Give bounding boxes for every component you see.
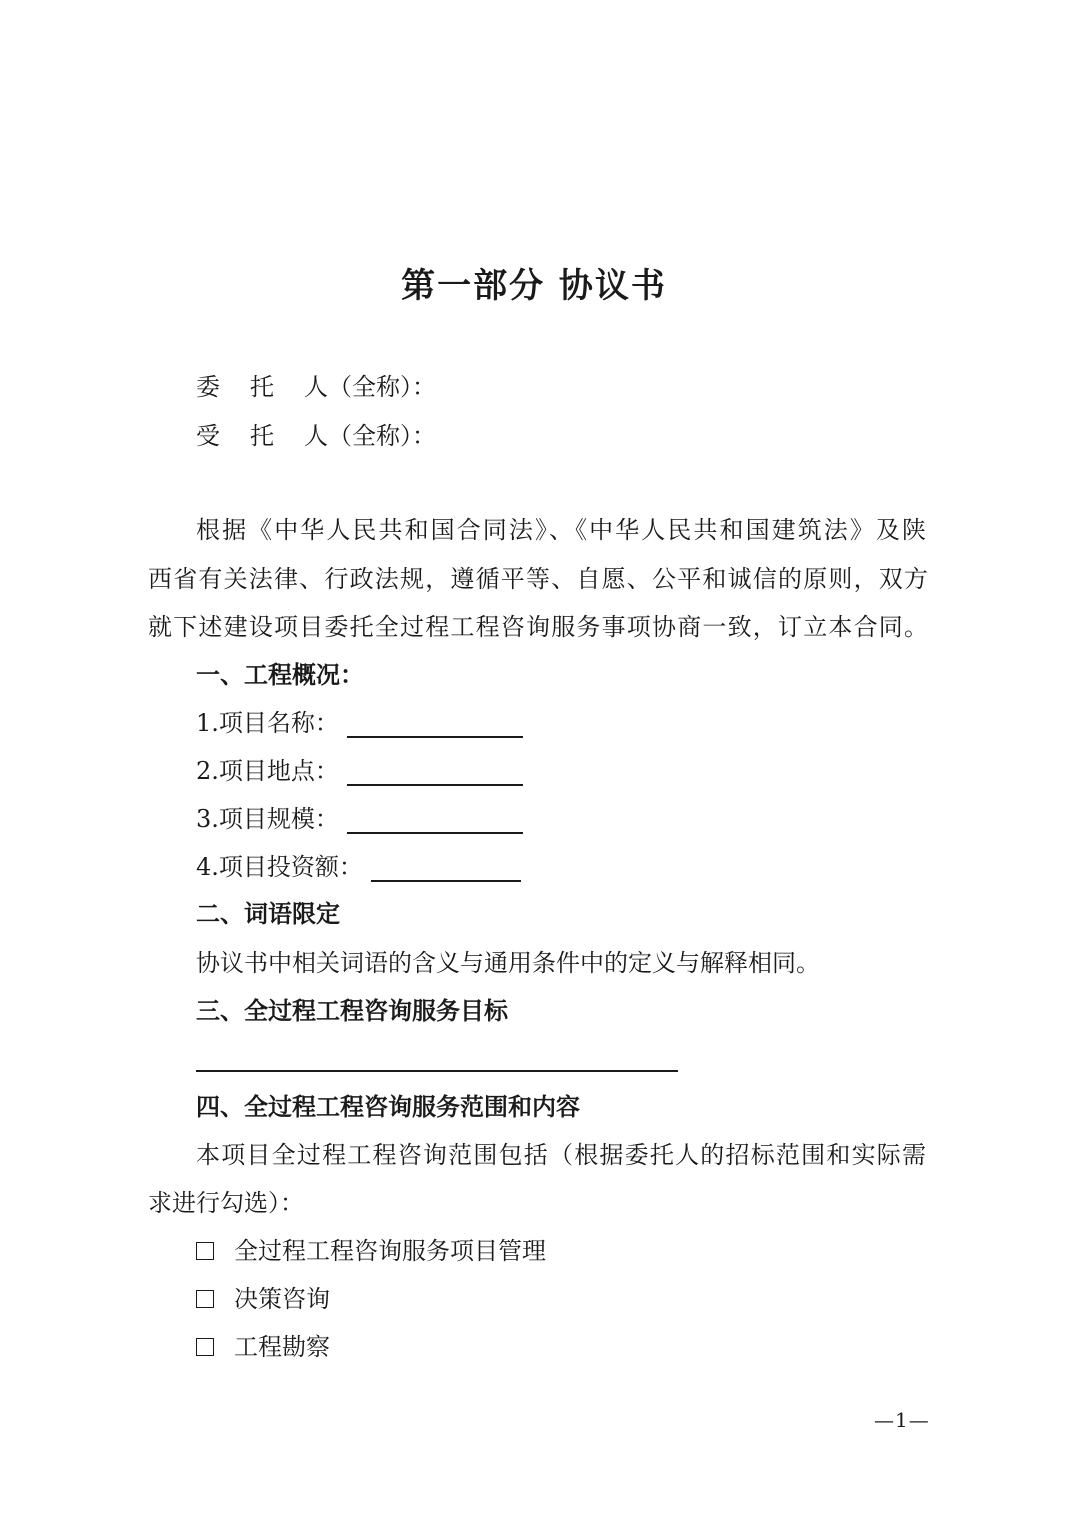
section-3-heading: 三、全过程工程咨询服务目标	[196, 997, 508, 1025]
project-location-row	[196, 756, 523, 786]
entrusting-party-label: 委托人	[196, 373, 358, 401]
option-decision-consulting[interactable]	[196, 1284, 330, 1314]
project-name-row	[196, 708, 523, 738]
intro-line-2: 西省有关法律、行政法规，遵循平等、自愿、公平和诚信的原则，双方	[148, 565, 928, 593]
section-4-intro-line-1: 本项目全过程工程咨询范围包括（根据委托人的招标范围和实际需	[196, 1141, 926, 1169]
project-location-blank	[347, 762, 523, 786]
section-4-intro-line-2: 求进行勾选）：	[148, 1189, 304, 1217]
entrusted-party-label: 受托人	[196, 422, 358, 450]
service-goal-blank	[196, 1070, 678, 1072]
section-4-heading: 四、全过程工程咨询服务范围和内容	[196, 1093, 580, 1121]
entrusting-party-line	[196, 372, 436, 402]
project-scale-blank	[347, 810, 523, 834]
section-2-heading: 二、词语限定	[196, 900, 340, 928]
section-1-heading: 一、工程概况：	[196, 661, 364, 689]
option-label: 工程勘察	[234, 1333, 330, 1361]
option-engineering-survey[interactable]	[196, 1332, 330, 1362]
page-number: —1—	[874, 1408, 930, 1432]
project-investment-row	[196, 852, 521, 882]
entrusted-party-suffix: （全称）：	[328, 422, 436, 450]
entrusting-party-suffix: （全称）：	[328, 373, 436, 401]
intro-line-1: 根据《中华人民共和国合同法》、《中华人民共和国建筑法》及陕	[196, 516, 926, 544]
checkbox-icon[interactable]	[196, 1290, 214, 1308]
entrusted-party-line	[196, 421, 436, 451]
page-title: 第一部分 协议书	[401, 266, 667, 306]
checkbox-icon[interactable]	[196, 1338, 214, 1356]
option-label: 决策咨询	[234, 1285, 330, 1313]
project-scale-row	[196, 804, 523, 834]
intro-line-3: 就下述建设项目委托全过程工程咨询服务事项协商一致，订立本合同。	[148, 613, 928, 641]
project-location-label: 2.项目地点：	[196, 757, 339, 785]
project-scale-label: 3.项目规模：	[196, 805, 339, 833]
option-label: 全过程工程咨询服务项目管理	[234, 1237, 546, 1265]
project-name-blank	[347, 714, 523, 738]
option-project-management[interactable]	[196, 1236, 546, 1266]
project-investment-label: 4.项目投资额：	[196, 853, 363, 881]
section-2-text: 协议书中相关词语的含义与通用条件中的定义与解释相同。	[196, 949, 820, 977]
project-investment-blank	[371, 858, 521, 882]
project-name-label: 1.项目名称：	[196, 709, 339, 737]
checkbox-icon[interactable]	[196, 1242, 214, 1260]
